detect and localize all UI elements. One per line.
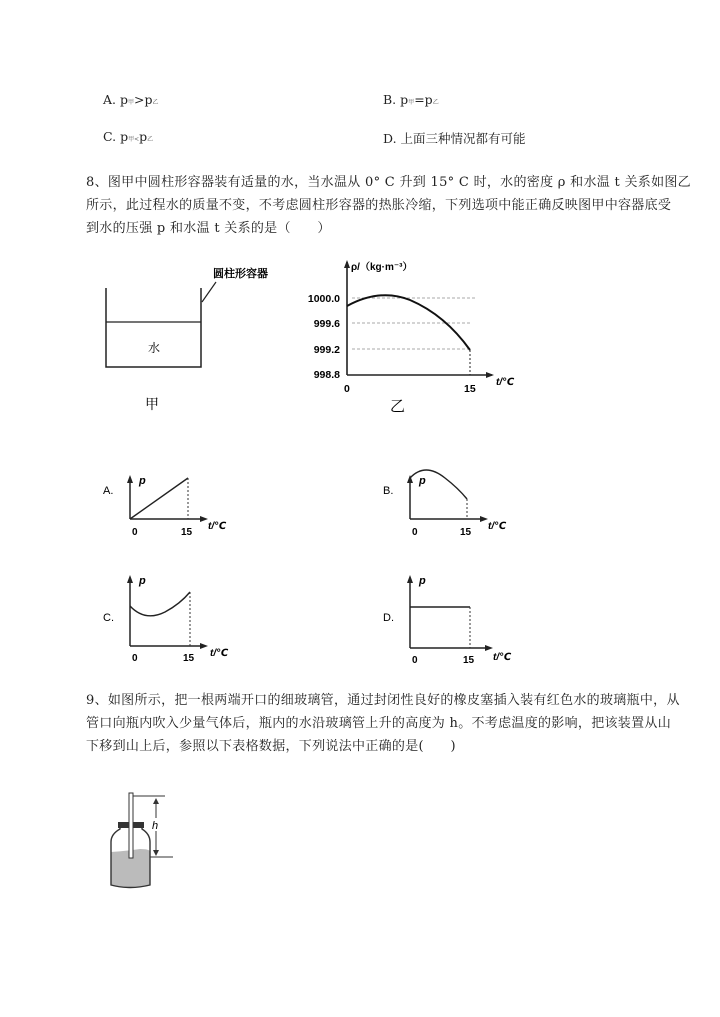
y-label: p <box>419 475 426 487</box>
x-label: t/℃ <box>496 377 515 388</box>
option-letter: D. <box>383 612 394 624</box>
glass-tube <box>129 793 133 858</box>
operator: = <box>414 92 425 107</box>
caption-jia: 甲 <box>145 396 159 412</box>
subscript: 乙 <box>147 136 154 143</box>
symbol: p <box>144 92 153 107</box>
y-tick: 1000.0 <box>307 293 340 305</box>
option-letter: A. <box>103 485 114 497</box>
symbol: p <box>424 92 433 107</box>
x-tick: 0 <box>412 527 418 538</box>
x-label: t/℃ <box>488 521 507 532</box>
x-tick: 15 <box>464 383 476 395</box>
x-label: t/℃ <box>493 652 512 663</box>
subscript: 甲 <box>408 99 415 106</box>
symbol: p <box>120 92 129 107</box>
option-letter: B. <box>383 92 397 107</box>
y-label: ρ/（kg·m⁻³） <box>351 262 413 273</box>
q9-line: 9、如图所示，把一根两端开口的细玻璃管，通过封闭性良好的橡皮塞插入装有红色水的玻璃瓶中，从 <box>86 693 680 708</box>
option-text: 上面三种情况都有可能 <box>400 131 526 146</box>
option-letter: C. <box>103 612 114 624</box>
y-tick: 999.2 <box>313 344 340 356</box>
y-tick: 999.6 <box>313 318 340 330</box>
x-tick: 0 <box>132 527 138 538</box>
caption-yi: 乙 <box>390 398 406 415</box>
q8-line: 所示，此过程水的质量不变，不考虑圆柱形容器的热胀冷缩，下列选项中能正确反映图甲中容器底受 <box>86 198 672 213</box>
operator: < <box>134 136 140 143</box>
operator: > <box>134 92 145 107</box>
option-letter: C. <box>103 129 117 144</box>
y-label: p <box>419 575 426 587</box>
option-letter: D. <box>383 131 397 146</box>
y-label: p <box>139 575 146 587</box>
water-label: 水 <box>148 341 161 355</box>
x-label: t/℃ <box>210 648 229 659</box>
subscript: 乙 <box>152 99 159 106</box>
q8-line: 8、图甲中圆柱形容器装有适量的水，当水温从 0° C 升到 15° C 时，水的密度 ρ 和水温 t 关系如图乙 <box>86 175 691 190</box>
symbol: p <box>400 92 409 107</box>
option-letter: A. <box>103 92 117 107</box>
x-tick: 0 <box>344 383 350 395</box>
container-label: 圆柱形容器 <box>213 268 268 280</box>
height-label: h <box>152 820 159 832</box>
q9-line: 下移到山上后，参照以下表格数据，下列说法中正确的是( ) <box>86 739 456 754</box>
q8-line: 到水的压强 p 和水温 t 关系的是（ ） <box>86 221 331 236</box>
x-tick: 0 <box>412 655 418 666</box>
x-tick: 15 <box>463 655 475 666</box>
x-label: t/℃ <box>208 521 227 532</box>
x-tick: 15 <box>460 527 472 538</box>
x-tick: 15 <box>181 527 193 538</box>
subscript: 乙 <box>432 99 439 106</box>
q9-line: 管口向瓶内吹入少量气体后，瓶内的水沿玻璃管上升的高度为 h。不考虑温度的影响，把该装置从山 <box>86 716 672 731</box>
subscript: 甲 <box>128 136 135 143</box>
symbol: p <box>139 129 148 144</box>
y-tick: 998.8 <box>313 369 340 381</box>
y-label: p <box>139 475 146 487</box>
symbol: p <box>120 129 129 144</box>
subscript: 甲 <box>128 99 135 106</box>
option-letter: B. <box>383 485 394 497</box>
x-tick: 15 <box>183 653 195 664</box>
x-tick: 0 <box>132 653 138 664</box>
